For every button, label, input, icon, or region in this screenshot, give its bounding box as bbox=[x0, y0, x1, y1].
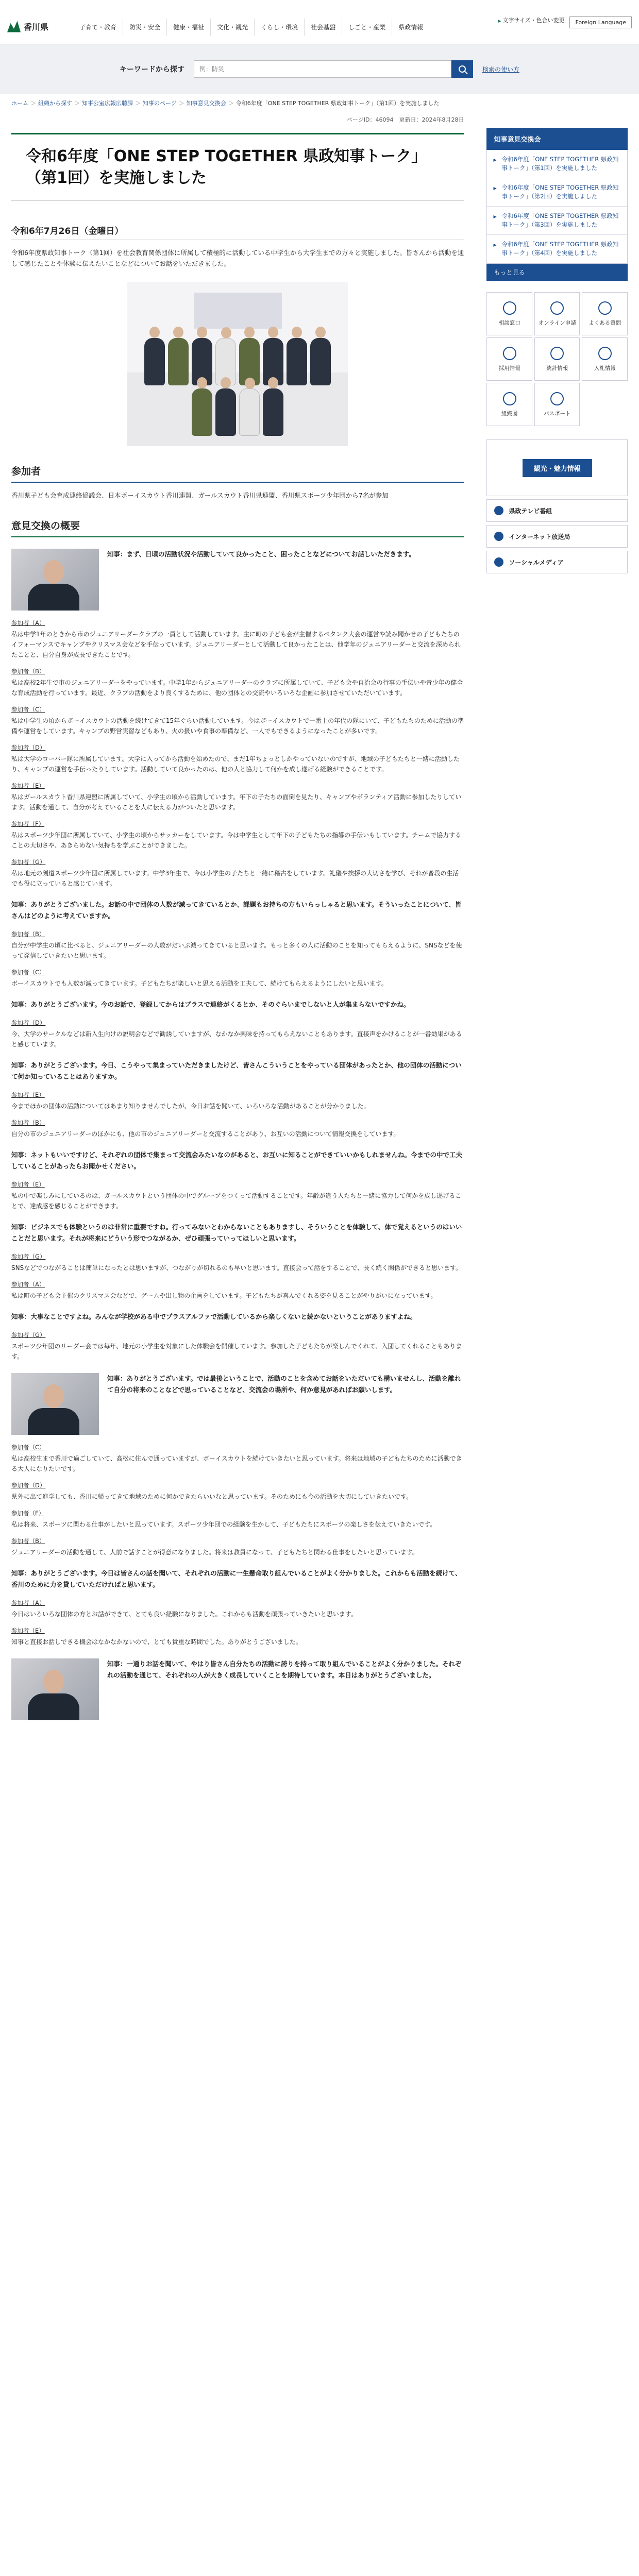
tile-label: 組織図 bbox=[501, 410, 518, 417]
event-date: 令和6年7月26日（金曜日） bbox=[11, 224, 464, 240]
gnav-item-3[interactable]: 健康・福祉 bbox=[167, 19, 211, 36]
group-photo bbox=[127, 282, 348, 446]
search-box bbox=[194, 60, 473, 78]
site-logo[interactable] bbox=[7, 21, 48, 32]
governor-question: 知事：ありがとうございます。今のお話で、登録してからはプラスで連絡がくるとか、そのぐらいまでしないと人が集まらないですかね。 bbox=[11, 1001, 410, 1008]
speaker-label: 参加者（F） bbox=[11, 1510, 45, 1517]
gnav-item-8[interactable]: しごと・産業 bbox=[342, 19, 392, 36]
breadcrumb-item[interactable]: 知事意見交換会 bbox=[186, 100, 226, 107]
breadcrumb-item[interactable]: 知事のページ bbox=[143, 100, 177, 107]
tile-label: 相談窓口 bbox=[498, 319, 520, 326]
tile-label: オンライン申請 bbox=[538, 319, 576, 326]
qa-section-2 bbox=[11, 930, 464, 989]
main-content bbox=[11, 112, 464, 1720]
tile-passport[interactable] bbox=[534, 383, 580, 426]
qa-section-5 bbox=[11, 1180, 464, 1211]
consultation-icon bbox=[503, 301, 516, 315]
sidebar-item[interactable]: ▶ 令和6年度「ONE STEP TOGETHER 県政知事トーク」（第2回）を実施しました bbox=[487, 178, 627, 207]
logo-mark-icon bbox=[7, 21, 21, 32]
tv-icon bbox=[494, 506, 503, 515]
speaker-text: 私はスポーツ少年団に所属していて、小学生の頃からサッカーをしています。今は中学生として年下の子どもたちの指導の手伝いもしています。チームで協力することの大切さや、あきらめない気持ちを学ぶことができました。 bbox=[11, 832, 462, 849]
speaker-text: 今、大学のサークルなどは新入生向けの説明会などで勧誘していますが、なかなか興味を持ってもらえないこともあります。直接声をかけることが一番効果があると感じています。 bbox=[11, 1030, 462, 1048]
qa-section-9 bbox=[11, 1599, 464, 1647]
speaker-text: 私は地元の剣道スポーツ少年団に所属しています。中学3年生で、今は小学生の子たちと一緒に稽古をしています。礼儀や挨拶の大切さを学び、それが普段の生活でも役に立っていると感じています。 bbox=[11, 870, 459, 887]
tile-organization[interactable] bbox=[486, 383, 532, 426]
qa-section-6 bbox=[11, 1252, 464, 1301]
speaker-label: 参加者（E） bbox=[11, 1091, 45, 1098]
gnav-item-2[interactable]: 防災・安全 bbox=[123, 19, 167, 36]
tv-program-link[interactable] bbox=[486, 499, 628, 522]
speaker-text: 県外に出て進学しても、香川に帰ってきて地域のために何かできたらいいなと思っています。そのためにも今の活動を大切にしていきたいです。 bbox=[11, 1493, 413, 1500]
speaker-text: 私は中学生の頃からボーイスカウトの活動を続けてきて15年ぐらい活動しています。今はボーイスカウトで一番上の年代の隊にいて、子どもたちのために活動の準備や運営をしています。キャンプの野営実習などもあり、火の扱いや食事の準備など、一人でもできるようになったことが多いです。 bbox=[11, 717, 464, 735]
speaker-label: 参加者（G） bbox=[11, 1331, 46, 1338]
qa-section-4 bbox=[11, 1091, 464, 1139]
speaker-label: 参加者（A） bbox=[11, 1599, 45, 1606]
speaker-label: 参加者（A） bbox=[11, 1281, 45, 1288]
global-nav bbox=[73, 19, 429, 36]
participants-heading: 参加者 bbox=[11, 464, 464, 483]
online-application-icon bbox=[550, 301, 564, 315]
speaker-label: 参加者（G） bbox=[11, 858, 46, 866]
speaker-label: 参加者（E） bbox=[11, 1627, 45, 1634]
link-label: インターネット放送局 bbox=[509, 533, 570, 540]
speaker-text: 知事と直接お話しできる機会はなかなかないので、とても貴重な時間でした。ありがとうございました。 bbox=[11, 1638, 302, 1646]
sidebar-list bbox=[486, 150, 628, 264]
faq-icon bbox=[598, 301, 612, 315]
governor-photo bbox=[11, 1658, 99, 1720]
governor-photo bbox=[11, 549, 99, 611]
speaker-text: 今までほかの団体の活動についてはあまり知りませんでしたが、今日お話を聞いて、いろいろな活動があることが分かりました。 bbox=[11, 1103, 370, 1110]
tourism-banner[interactable] bbox=[486, 439, 628, 496]
tile-label: 統計情報 bbox=[546, 365, 568, 371]
sidebar-item[interactable]: ▶ 令和6年度「ONE STEP TOGETHER 県政知事トーク」（第3回）を実施しました bbox=[487, 207, 627, 235]
speaker-text: ジュニアリーダーの活動を通して、人前で話すことが得意になりました。将来は教員になって、子どもたちと関わる仕事をしたいと思っています。 bbox=[11, 1549, 418, 1556]
governor-question: 知事：ありがとうございました。お話の中で団体の人数が減ってきているとか、課題もお持ちの方もいらっしゃると思います。そういったことについて、皆さんはどのように考えていますか。 bbox=[11, 901, 462, 920]
governor-block bbox=[11, 549, 464, 611]
speaker-label: 参加者（F） bbox=[11, 820, 45, 827]
gnav-item-1[interactable]: 子育て・教育 bbox=[73, 19, 123, 36]
participants-text: 香川県子ども会育成連絡協議会、日本ボーイスカウト香川連盟、ガールスカウト香川県連盟、香川県スポーツ少年団から7名が参加 bbox=[11, 492, 389, 499]
speaker-text: 私は高校2年生で市のジュニアリーダーをやっています。中学1年からジュニアリーダーのクラブに所属していて、子ども会や自治会の行事の手伝いや青少年の健全な育成活動を行っています。最近、クラブの活動をより良くするために、他の団体との交流やいろいろな企画に参加させていただいています。 bbox=[11, 679, 463, 697]
link-label: ソーシャルメディア bbox=[509, 558, 564, 566]
speaker-text: 私は町の子ども会主催のクリスマス会などで、ゲームや出し物の企画をしています。子どもたちが喜んでくれる姿を見ることがやりがいになっています。 bbox=[11, 1292, 437, 1299]
governor-block bbox=[11, 1373, 464, 1435]
speaker-label: 参加者（C） bbox=[11, 706, 45, 713]
breadcrumb-item[interactable]: 組織から探す bbox=[38, 100, 72, 107]
search-band bbox=[0, 44, 639, 94]
tile-label: 採用情報 bbox=[498, 365, 520, 371]
breadcrumb-item[interactable]: 知事公室広報広聴課 bbox=[82, 100, 133, 107]
search-help-link[interactable]: 検索の使い方 bbox=[482, 65, 519, 73]
speaker-label: 参加者（B） bbox=[11, 1537, 45, 1545]
governor-block bbox=[11, 1658, 464, 1720]
qa-section-3 bbox=[11, 1019, 464, 1049]
foreign-language-button[interactable]: Foreign Language bbox=[569, 16, 632, 28]
recruitment-icon bbox=[503, 347, 516, 360]
sidebar-more-button[interactable]: もっと見る bbox=[486, 264, 628, 281]
speaker-label: 参加者（E） bbox=[11, 782, 45, 789]
qa-section-1 bbox=[11, 619, 464, 889]
gnav-item-6[interactable]: くらし・環境 bbox=[255, 19, 305, 36]
governor-question: 知事：大事なことですよね。みんなが学校がある中でプラスアルファで活動しているから楽しくないと続かないということがありますよね。 bbox=[11, 1313, 417, 1320]
speaker-text: 自分の市のジュニアリーダーのほかにも、他の市のジュニアリーダーと交流することがあり、お互いの活動について情報交換をしています。 bbox=[11, 1130, 400, 1138]
sidebar-heading: 知事意見交換会 bbox=[486, 128, 628, 150]
speaker-label: 参加者（D） bbox=[11, 744, 46, 751]
governor-question: 知事：ネットもいいですけど、それぞれの団体で集まって交流会みたいなのがあると、お互いに知ることができていいかもしれませんね。今までの中で工夫していることがあったらお聞かせください。 bbox=[11, 1151, 463, 1170]
speaker-label: 参加者（D） bbox=[11, 1482, 46, 1489]
speaker-label: 参加者（G） bbox=[11, 1253, 46, 1260]
speaker-label: 参加者（B） bbox=[11, 1119, 45, 1126]
tile-label: よくある質問 bbox=[588, 319, 621, 326]
governor-intro: 知事：まず、日頃の活動状況や活動していて良かったこと、困ったことなどについてお話しいただきます。 bbox=[107, 550, 415, 558]
tile-statistics[interactable] bbox=[534, 337, 580, 381]
tile-label: 入札情報 bbox=[594, 365, 616, 371]
passport-icon bbox=[550, 392, 564, 405]
governor-photo bbox=[11, 1373, 99, 1435]
speaker-text: 自分が中学生の頃に比べると、ジュニアリーダーの人数がだいぶ減ってきていると思います。もっと多くの人に活動のことを知ってもらえるように、SNSなどを使って発信していきたいと思います。 bbox=[11, 942, 462, 959]
site-header bbox=[0, 0, 639, 44]
gnav-item-7[interactable]: 社会基盤 bbox=[305, 19, 342, 36]
tile-faq[interactable] bbox=[582, 292, 628, 335]
speaker-text: 私の中で楽しみにしているのは、ガールスカウトという団体の中でグループをつくって活動することです。年齢が違う人たちと一緒に協力して何かを成し遂げることで、達成感を感じることができます。 bbox=[11, 1192, 462, 1210]
search-input[interactable] bbox=[194, 60, 451, 78]
speaker-text: SNSなどでつながることは簡単になったとは思いますが、つながりが切れるのも早いと思います。直接会って話をすることで、長く続く関係ができると思います。 bbox=[11, 1264, 462, 1272]
speaker-text: 私は高校生まで香川で過ごしていて、高松に住んで通っていますが、ボーイスカウトを続けていきたいと思っています。将来は地域の子どもたちのために活動できる大人になりたいです。 bbox=[11, 1455, 462, 1472]
speaker-label: 参加者（B） bbox=[11, 930, 45, 938]
search-label: キーワードから探す bbox=[119, 65, 184, 74]
speaker-label: 参加者（C） bbox=[11, 1444, 45, 1451]
tile-recruitment[interactable] bbox=[486, 337, 532, 381]
tile-consultation[interactable] bbox=[486, 292, 532, 335]
search-icon bbox=[459, 65, 466, 73]
internet-broadcast-link[interactable] bbox=[486, 525, 628, 548]
governor-question: 知事：ありがとうございます。では最後ということで、活動のことを含めてお話をいただいても構いませんし、活動を離れて自分の将来のことなどで思っていることなど、交流会の場所や、何か意見があればお願いします。 bbox=[107, 1375, 461, 1394]
speaker-label: 参加者（D） bbox=[11, 1019, 46, 1026]
social-media-link[interactable] bbox=[486, 551, 628, 573]
tile-label: パスポート bbox=[543, 410, 571, 417]
governor-question: 知事：ありがとうございます。今日、こうやって集まっていただきましたけど、皆さんこういうことをやっている団体があったとか、他の団体の活動について何か知っていることはありますか。 bbox=[11, 1061, 462, 1080]
governor-question: 知事：ビジネスでも体験というのは非常に重要ですね。行ってみないとわからないこともありますし、そういうことを体験して、体で覚えるというのはいいことだと思います。それが将来にどういう形でつながるか、ぜひ頑張っていってほしいと思います。 bbox=[11, 1223, 462, 1242]
governor-closing: 知事：一通りお話を聞いて、やはり皆さん自分たちの活動に誇りを持って取り組んでいることがよく分かりました。それぞれの活動を通じて、それぞれの人が大きく成長していくことを期待しています。本日はありがとうございました。 bbox=[107, 1660, 462, 1679]
social-media-icon bbox=[494, 557, 503, 567]
speaker-label: 参加者（C） bbox=[11, 969, 45, 976]
speaker-text: 今日はいろいろな団体の方とお話ができて、とても良い経験になりました。これからも活動を頑張っていきたいと思います。 bbox=[11, 1611, 357, 1618]
page-title: 令和6年度「ONE STEP TOGETHER 県政知事トーク」（第1回）を実施しました bbox=[11, 133, 464, 201]
qa-section-8 bbox=[11, 1443, 464, 1557]
logo-text: 香川県 bbox=[24, 22, 49, 32]
speaker-text: ボーイスカウトでも人数が減ってきています。子どもたちが楽しいと思える活動を工夫して、続けてもらえるようにしたいと思います。 bbox=[11, 980, 388, 987]
gnav-item-5[interactable]: 文化・観光 bbox=[211, 19, 255, 36]
opinion-heading: 意見交換の概要 bbox=[11, 518, 464, 537]
bidding-icon bbox=[598, 347, 612, 360]
breadcrumb-item[interactable]: ホーム bbox=[11, 100, 28, 107]
speaker-label: 参加者（E） bbox=[11, 1181, 45, 1188]
speaker-text: 私は大学のローバー隊に所属しています。大学に入ってから活動を始めたので、まだ1年ちょっとしかやっていないのですが、地域の子どもたちと一緒に活動したり、キャンプの運営を手伝ったりしています。活動していて良かったのは、他の人と協力して何かを成し遂げる経験ができることです。 bbox=[11, 755, 460, 773]
service-tiles bbox=[486, 292, 628, 426]
tourism-banner-label: 観光・魅力情報 bbox=[523, 459, 592, 477]
speaker-text: 私はガールスカウト香川県連盟に所属していて、小学生の頃から活動しています。年下の子たちの面倒を見たり、キャンプやボランティア活動に参加したりしています。活動を通して、自分が考えていることを人に伝える力がついたと思います。 bbox=[11, 793, 462, 811]
search-button[interactable] bbox=[451, 60, 473, 78]
breadcrumb-current: 令和6年度「ONE STEP TOGETHER 県政知事トーク」（第1回）を実施しました bbox=[236, 100, 440, 107]
qa-section-7 bbox=[11, 1331, 464, 1362]
link-label: 県政テレビ番組 bbox=[509, 507, 552, 515]
breadcrumb: ホーム ＞ 組織から探す ＞ 知事公室広報広聴課 ＞ 知事のページ ＞ 知事意見交換会 ＞ 令和6年度「ONE STEP TOGETHER 県政知事トーク」（第1回）を実施しました bbox=[11, 100, 440, 107]
broadcast-icon bbox=[494, 532, 503, 541]
speaker-text: スポーツ少年団のリーダー会では毎年、地元の小学生を対象にした体験会を開催しています。参加した子どもたちが楽しんでくれて、入団してくれることもあります。 bbox=[11, 1343, 462, 1360]
organization-icon bbox=[503, 392, 516, 405]
tile-online-application[interactable] bbox=[534, 292, 580, 335]
utility-links bbox=[498, 16, 632, 28]
speaker-text: 私は中学1年のときから市のジュニアリーダークラブの一員として活動しています。主に町の子ども会が主催するペタンク大会の運営や読み聞かせの子どもたちのイフォーマンスでキャンプやクリスマス会などを手伝っています。ジュニアリーダーとして活動して良かったことは、他学年のジュニアリーダーと交流を深められたことと、自分自身が成長できたことです。 bbox=[11, 631, 461, 658]
governor-question: 知事：ありがとうございます。今日は皆さんの話を聞いて、それぞれの活動に一生懸命取り組んでいることがよく分かりました。これからも活動を続けて、香川のために力を貸していただければと思います。 bbox=[11, 1569, 462, 1588]
sidebar-item[interactable]: ▶ 令和6年度「ONE STEP TOGETHER 県政知事トーク」（第4回）を実施しました bbox=[487, 235, 627, 263]
intro-text: 令和6年度県政知事トーク（第1回）を社会教育関係団体に所属して積極的に活動している中学生から大学生までの方々と実施しました。皆さんから活動を通して感じたことや体験に伝えたいことなどについてお話をいただきました。 bbox=[11, 249, 464, 267]
tile-bidding[interactable] bbox=[582, 337, 628, 381]
statistics-icon bbox=[550, 347, 564, 360]
sidebar bbox=[486, 112, 628, 1720]
page-id: ページID：46094 更新日：2024年8月28日 bbox=[346, 116, 464, 123]
text-size-link[interactable]: ▶ 文字サイズ・色合い変更 bbox=[498, 16, 565, 25]
gnav-item-9[interactable]: 県政情報 bbox=[398, 24, 424, 31]
sidebar-item[interactable]: ▶ 令和6年度「ONE STEP TOGETHER 県政知事トーク」（第1回）を実施しました bbox=[487, 150, 627, 178]
speaker-label: 参加者（A） bbox=[11, 619, 45, 626]
speaker-text: 私は将来、スポーツに関わる仕事がしたいと思っています。スポーツ少年団での経験を生かして、子どもたちにスポーツの楽しさを伝えていきたいです。 bbox=[11, 1521, 436, 1528]
speaker-label: 参加者（B） bbox=[11, 668, 45, 675]
